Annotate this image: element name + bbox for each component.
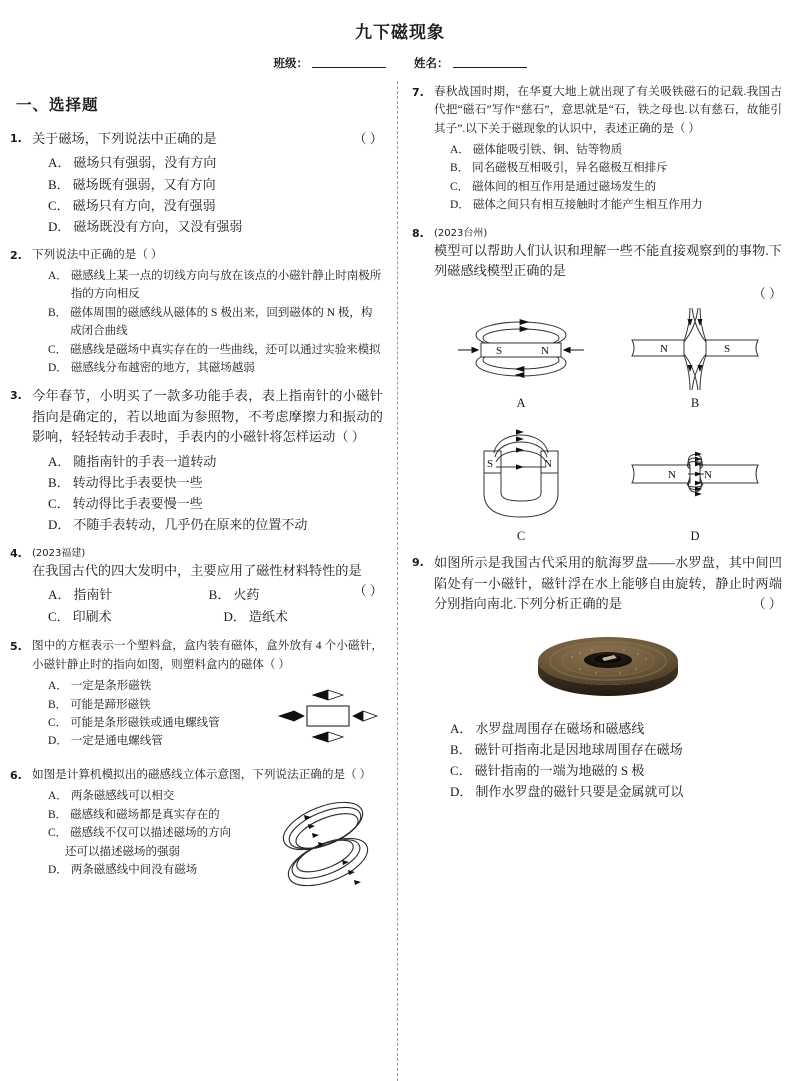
- option-text: 同名磁极互相吸引，异名磁极互相排斥: [472, 162, 668, 175]
- option-c[interactable]: [434, 178, 782, 196]
- option-text: 两条磁感线可以相交: [70, 790, 175, 803]
- page-title: 九下磁现象: [355, 23, 445, 43]
- question-4: [10, 544, 383, 629]
- bar-magnet-loops-a-icon: [446, 308, 596, 390]
- question-number: 9.: [412, 556, 424, 570]
- option-d[interactable]: [208, 606, 384, 628]
- question-number: 8.: [412, 226, 424, 240]
- option-text: 磁场只有方向，没有强弱: [72, 197, 216, 213]
- question-number: 2.: [10, 248, 22, 262]
- answer-bracket[interactable]: （ ）: [353, 131, 383, 146]
- options-list: [32, 584, 383, 628]
- options-list: [434, 141, 782, 215]
- option-a[interactable]: [32, 677, 269, 695]
- question-stem: 今年春节，小明买了一款多功能手表，表上指南针的小磁针指向是确定的，若以地面为参照物，不考虑摩擦力和振动的影响，轻轻转动手表时，手表内的小磁针将怎样运动（ ）: [32, 388, 383, 445]
- option-text: 印刷术: [72, 609, 112, 625]
- option-text: 还可以描述磁场的强弱: [65, 845, 180, 858]
- option-text: 可能是条形磁铁或通电螺线管: [70, 716, 220, 729]
- option-text: 一定是条形磁铁: [70, 680, 152, 693]
- option-label: A．: [48, 790, 68, 803]
- model-option-d[interactable]: [620, 423, 770, 544]
- option-text: 水罗盘周围存在磁场和磁感线: [475, 720, 645, 736]
- options-row-1: [32, 584, 353, 606]
- option-a[interactable]: [434, 141, 782, 159]
- option-a[interactable]: [32, 584, 193, 606]
- option-text: 不随手表转动，几乎仍在原来的位置不动: [73, 516, 308, 532]
- option-d[interactable]: [32, 732, 269, 750]
- question-source: (2023福建): [32, 547, 86, 559]
- option-label: B．: [208, 587, 231, 603]
- question-6: [10, 766, 383, 907]
- 3d-field-lines-icon: [268, 790, 383, 902]
- option-text: 磁体能吸引铁、铜、钴等物质: [472, 143, 623, 156]
- figure-label-b: B: [690, 396, 700, 411]
- option-b[interactable]: [434, 739, 782, 760]
- question-number: 3.: [10, 389, 22, 403]
- option-text: 磁体之间只有相互接触时才能产生相互作用力: [472, 199, 703, 212]
- question-5: [10, 637, 383, 757]
- option-text: 磁感线上某一点的切线方向与放在该点的小磁针静止时南极所指的方向相反: [70, 269, 382, 301]
- option-label: D．: [450, 199, 470, 212]
- option-text: 转动得比手表要快一些: [72, 474, 203, 490]
- option-text: 磁感线不仅可以描述磁场的方向: [70, 827, 232, 840]
- option-label: B．: [48, 306, 68, 319]
- option-c-cont: [32, 843, 264, 861]
- pole-label-n: N: [541, 345, 549, 358]
- option-text: 磁感线分布越密的地方，其磁场越弱: [70, 361, 255, 374]
- option-text: 随指南针的手表一道转动: [73, 453, 217, 469]
- option-label: C．: [48, 609, 70, 625]
- plastic-box-with-compasses-icon: [273, 680, 383, 752]
- option-c[interactable]: [32, 493, 383, 514]
- option-label: D．: [48, 361, 68, 374]
- two-column-body: [0, 81, 800, 1081]
- pole-label-n-left: N: [668, 469, 676, 482]
- option-label: C．: [48, 495, 70, 511]
- option-label: C．: [48, 716, 68, 729]
- option-label: D．: [48, 218, 71, 234]
- option-d[interactable]: [32, 514, 383, 535]
- options-list: [32, 787, 264, 879]
- option-label: A．: [48, 680, 68, 693]
- water-compass-figure: [434, 623, 782, 708]
- question-number: 1.: [10, 132, 22, 145]
- options-list: [32, 152, 383, 236]
- option-label: D．: [223, 609, 246, 625]
- class-label: 班级：: [273, 56, 308, 70]
- answer-bracket[interactable]: （ ）: [353, 583, 383, 599]
- option-label: B．: [48, 176, 70, 192]
- question-stem: 图中的方框表示一个塑料盒，盒内装有磁体，盒外放有 4 个小磁针，小磁针静止时的指向如图，则塑料盒内的磁体（ ）: [32, 639, 383, 671]
- option-label: C．: [48, 827, 68, 840]
- option-label: A．: [48, 587, 71, 603]
- question-number: 5.: [10, 640, 22, 654]
- option-label: B．: [48, 698, 68, 711]
- opposite-poles-b-icon: [620, 308, 770, 390]
- option-a[interactable]: [32, 451, 383, 472]
- option-label: A．: [450, 143, 470, 156]
- question-stem: [434, 553, 782, 614]
- option-text: 火药: [233, 587, 260, 603]
- question-7: [412, 83, 782, 215]
- name-blank-line[interactable]: [453, 67, 527, 68]
- option-text: 磁场只有强弱，没有方向: [73, 155, 217, 171]
- question-number: 4.: [10, 546, 22, 560]
- horseshoe-magnet-c-icon: [446, 423, 596, 523]
- option-d[interactable]: [32, 359, 383, 377]
- option-d[interactable]: [32, 861, 264, 879]
- option-label: D．: [450, 783, 473, 799]
- stem-text: 关于磁场，下列说法中正确的是: [32, 131, 217, 146]
- question-3: [10, 386, 383, 535]
- pole-label-s: S: [496, 345, 503, 358]
- option-c[interactable]: [32, 341, 383, 359]
- like-poles-d-icon: [620, 423, 770, 523]
- question-source: (2023台州): [434, 227, 488, 239]
- option-text: 磁体间的相互作用是通过磁场发生的: [472, 180, 657, 193]
- pole-label-s: S: [487, 458, 494, 471]
- option-text: 可能是蹄形磁铁: [70, 698, 151, 711]
- option-text: 指南针: [73, 587, 113, 603]
- model-option-b[interactable]: [620, 308, 770, 411]
- option-label: A．: [48, 155, 71, 171]
- options-list: [434, 718, 782, 802]
- answer-bracket[interactable]: （ ）: [752, 596, 782, 612]
- option-a[interactable]: [32, 787, 264, 805]
- option-b[interactable]: [32, 696, 269, 714]
- option-label: A．: [48, 453, 71, 469]
- option-text: 磁场既有强弱，又有方向: [72, 176, 216, 192]
- option-label: D．: [48, 516, 71, 532]
- option-label: C．: [450, 762, 472, 778]
- option-c[interactable]: [32, 606, 208, 628]
- option-text: 磁感线和磁场都是真实存在的: [70, 808, 220, 821]
- option-b[interactable]: [32, 174, 383, 195]
- option-text: 两条磁感线中间没有磁场: [70, 863, 198, 876]
- option-b[interactable]: [32, 304, 383, 341]
- figure-label-a: A: [516, 396, 526, 411]
- option-label: B．: [450, 162, 470, 175]
- option-label: A．: [450, 720, 473, 736]
- question-stem: 如图是计算机模拟出的磁感线立体示意图，下列说法正确的是（ ）: [32, 768, 372, 782]
- option-text: 磁针指南的一端为地磁的 S 极: [474, 762, 645, 778]
- question-9: [412, 553, 782, 802]
- field-line-models-figure: [434, 308, 782, 544]
- section-title: 一、选择题: [16, 96, 99, 114]
- question-stem: 模型可以帮助人们认识和理解一些不能直接观察到的事物.下列磁感线模型正确的是: [434, 242, 782, 278]
- question-1: [10, 129, 383, 237]
- option-text: 磁感线是磁场中真实存在的一些曲线，还可以通过实验来模拟: [70, 343, 381, 356]
- water-compass-photo-icon: [528, 623, 688, 703]
- option-label: A．: [48, 269, 68, 282]
- class-field: [274, 55, 387, 71]
- option-c[interactable]: [32, 195, 383, 216]
- option-text: 一定是通电螺线管: [70, 735, 163, 748]
- student-id-line: [0, 55, 800, 71]
- option-text: 磁针可指南北是因地球周围存在磁场: [474, 741, 683, 757]
- option-text: 磁场既没有方向，又没有强弱: [73, 218, 243, 234]
- options-list: [32, 267, 383, 377]
- option-b[interactable]: [32, 472, 383, 493]
- question-number: 6.: [10, 769, 22, 783]
- option-d[interactable]: [434, 781, 782, 802]
- option-label: B．: [450, 741, 472, 757]
- option-d[interactable]: [434, 196, 782, 214]
- figure-label-c: C: [516, 529, 526, 544]
- left-column: [0, 81, 398, 1081]
- question-number: 7.: [412, 86, 424, 99]
- question-2: [10, 246, 383, 378]
- answer-bracket[interactable]: （ ）: [752, 286, 782, 302]
- options-list: [32, 677, 269, 751]
- option-label: C．: [48, 343, 68, 356]
- model-option-a[interactable]: [446, 308, 596, 411]
- option-c[interactable]: [32, 824, 264, 842]
- option-a[interactable]: [32, 152, 383, 173]
- class-blank-line[interactable]: [312, 67, 386, 68]
- options-list: [32, 451, 383, 535]
- option-c[interactable]: [434, 760, 782, 781]
- name-field: [414, 55, 527, 71]
- option-label: C．: [48, 197, 70, 213]
- option-text: 磁体周围的磁感线从磁体的 S 极出来，回到磁体的 N 极，构成闭合曲线: [70, 306, 373, 338]
- field-lines-3d-figure: [268, 784, 383, 907]
- option-text: 制作水罗盘的磁针只要是金属就可以: [475, 783, 684, 799]
- option-c[interactable]: [32, 714, 269, 732]
- question-stem: 下列说法中正确的是（ ）: [32, 247, 163, 261]
- pole-label-n-right: N: [704, 469, 712, 482]
- stem-text: 在我国古代的四大发明中，主要应用了磁性材料特性的是: [32, 562, 362, 578]
- option-label: B．: [48, 808, 68, 821]
- question-stem: [32, 129, 383, 149]
- option-a[interactable]: [32, 267, 383, 304]
- plastic-box-figure: [273, 674, 383, 757]
- option-a[interactable]: [434, 718, 782, 739]
- pole-label-s: S: [724, 343, 731, 356]
- question-8: [412, 224, 782, 545]
- option-label: C．: [450, 180, 470, 193]
- pole-label-n: N: [660, 343, 668, 356]
- name-label: 姓名：: [414, 56, 449, 70]
- model-option-c[interactable]: [446, 423, 596, 544]
- pole-label-n: N: [544, 458, 552, 471]
- options-row-2: [32, 606, 383, 628]
- option-text: 造纸术: [248, 609, 288, 625]
- option-label: D．: [48, 735, 68, 748]
- option-b[interactable]: [32, 806, 264, 824]
- option-b[interactable]: [434, 159, 782, 177]
- stem-text: 如图所示是我国古代采用的航海罗盘——水罗盘，其中间凹陷处有一小磁针，磁针浮在水上能够自由旋转，静止时两端分别指向南北.下列分析正确的是: [434, 555, 782, 612]
- option-b[interactable]: [193, 584, 354, 606]
- figure-label-d: D: [690, 529, 700, 544]
- option-d[interactable]: [32, 216, 383, 237]
- option-text: 转动得比手表要慢一些: [72, 495, 203, 511]
- option-label: B．: [48, 474, 70, 490]
- question-stem: 春秋战国时期，在华夏大地上就出现了有关吸铁磁石的记载.我国古代把“磁石”写作“慈石”，意思就是“石，铁之母也.以有慈石，故能引其子”.以下关于磁现象的认识中，表述正确的是（ ）: [434, 85, 782, 135]
- option-label: D．: [48, 863, 68, 876]
- right-column: [398, 81, 796, 1081]
